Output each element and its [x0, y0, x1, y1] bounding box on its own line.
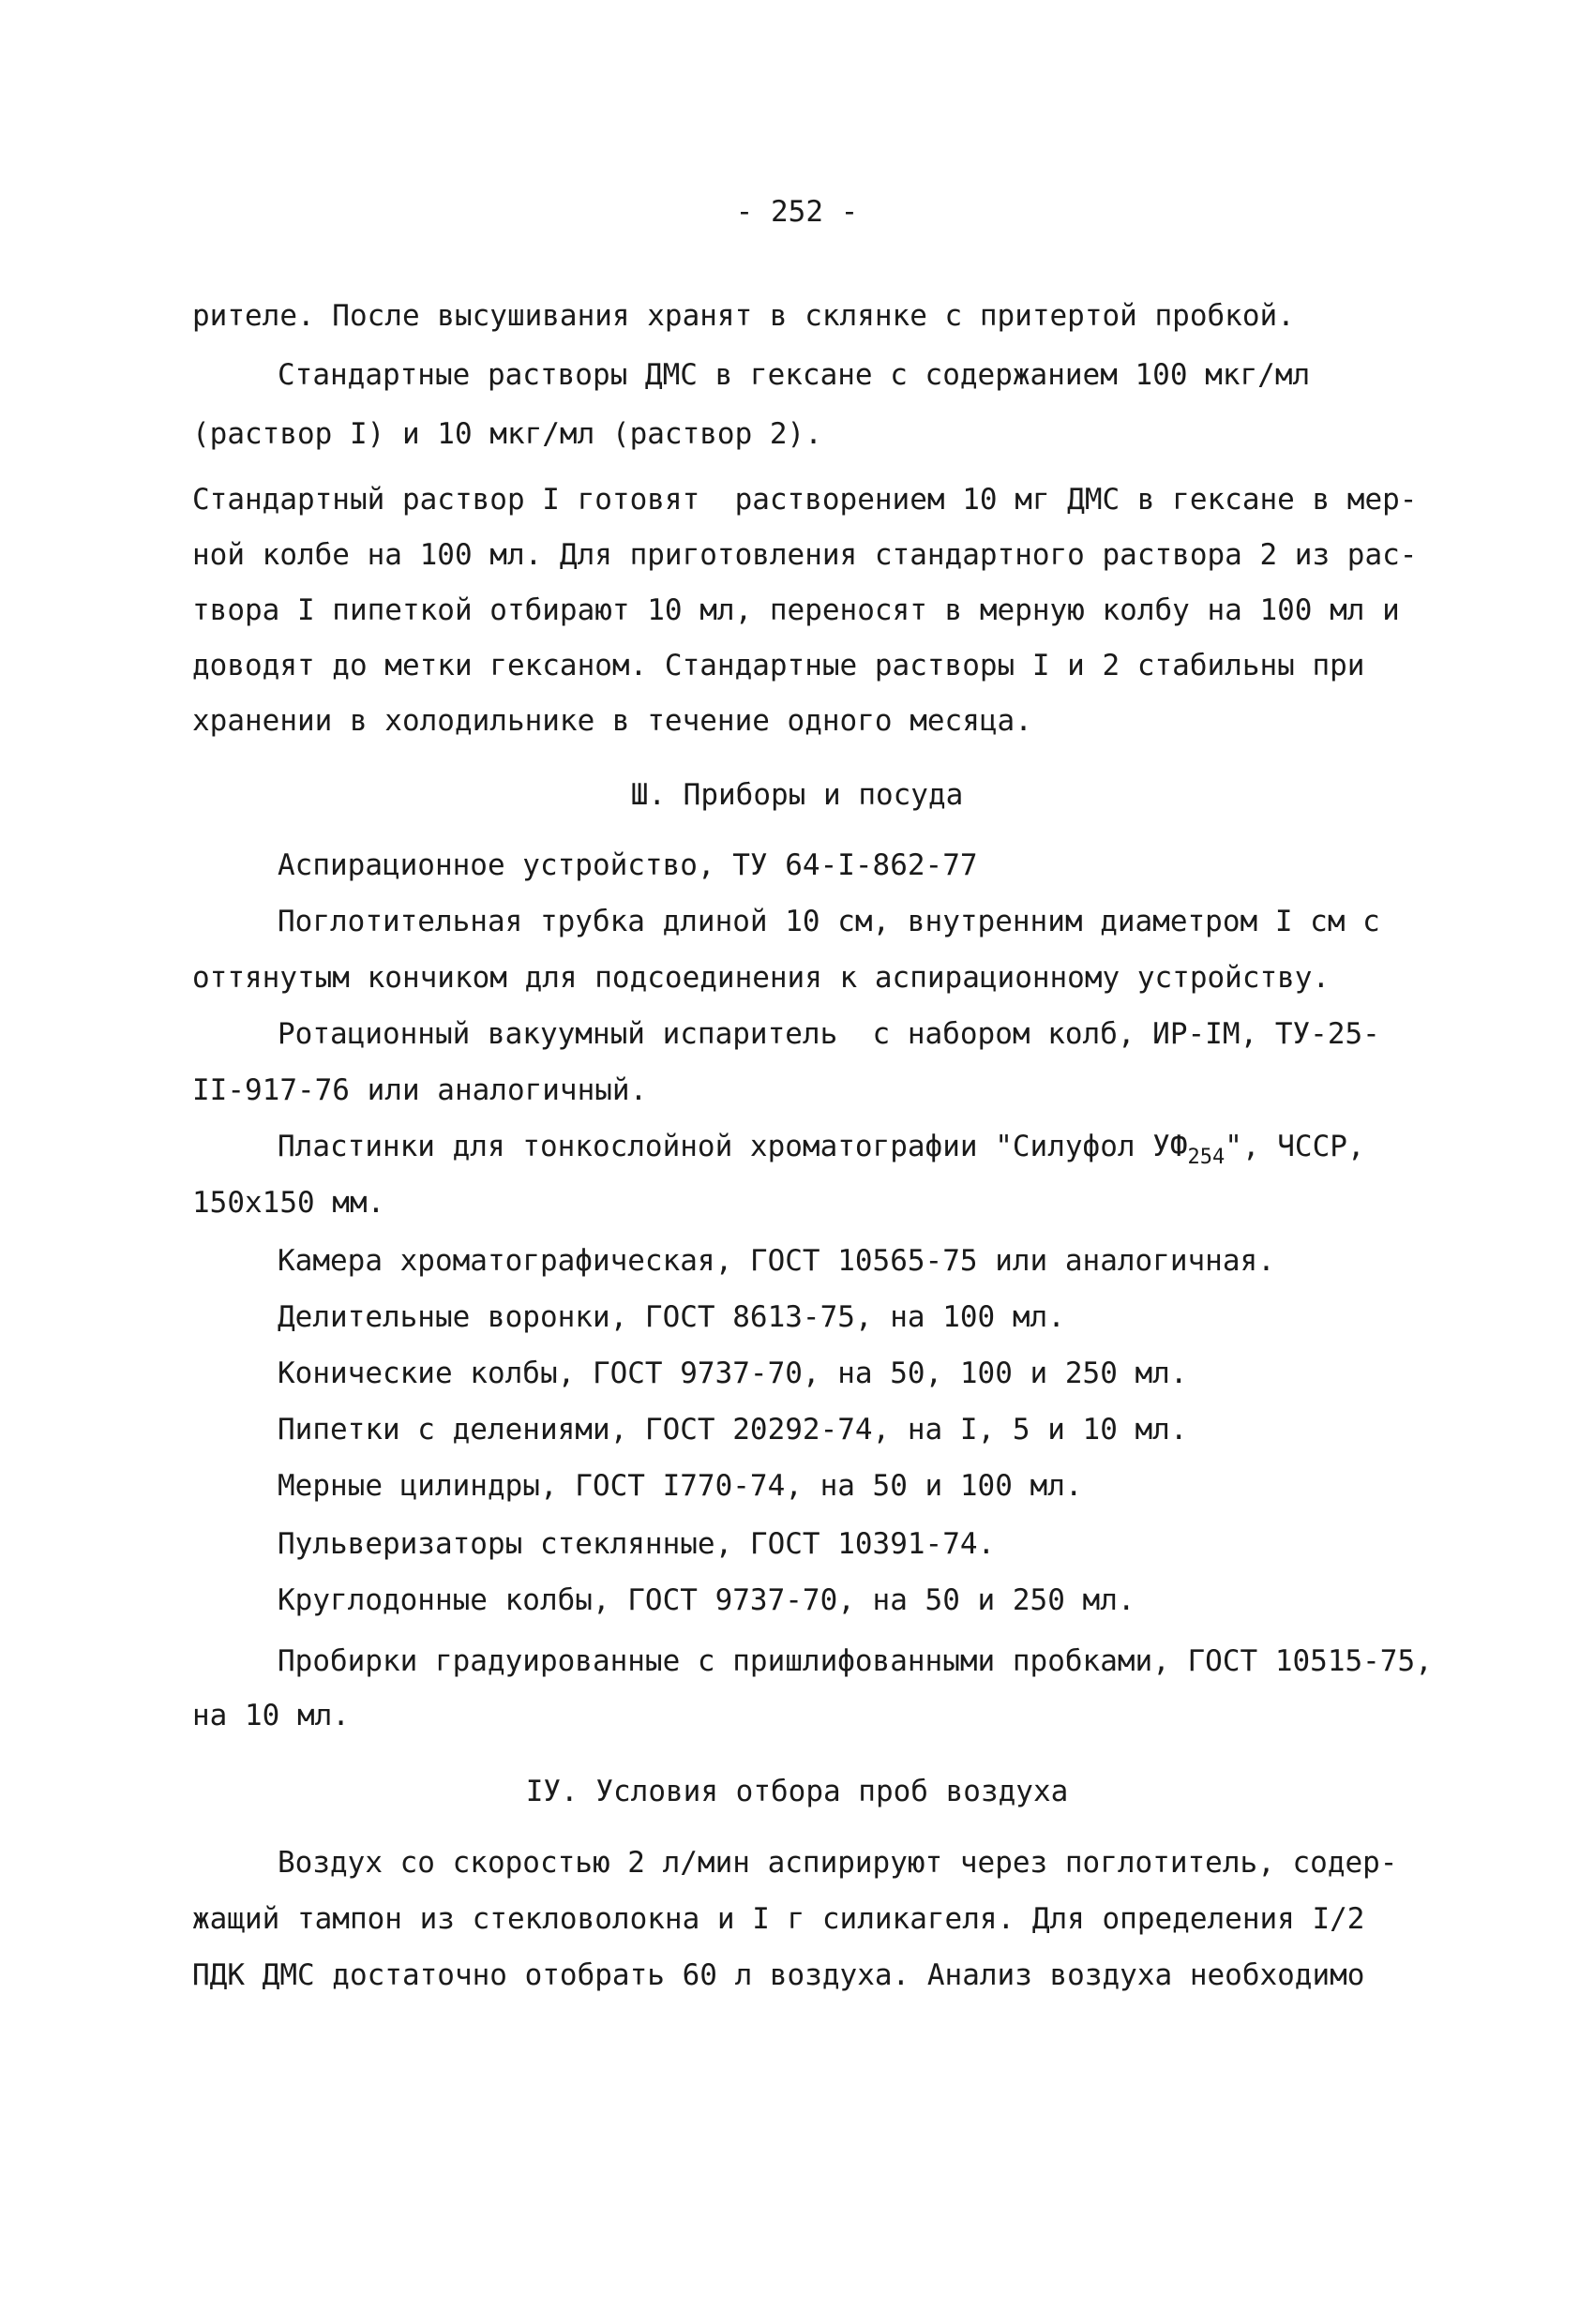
text-line: оттянутым кончиком для подсоединения к аспирационному устройству.: [192, 961, 1331, 995]
text-line: Аспирационное устройство, ТУ 64-I-862-77: [278, 848, 978, 882]
text-line: на 10 мл.: [192, 1699, 350, 1732]
text-line: Конические колбы, ГОСТ 9737-70, на 50, 100 и 250 мл.: [278, 1357, 1188, 1390]
text-line: Пипетки с делениями, ГОСТ 20292-74, на I, 5 и 10 мл.: [278, 1413, 1188, 1447]
text-line: Ротационный вакуумный испаритель с набором колб, ИР-IМ, ТУ-25-: [278, 1017, 1380, 1051]
text-line: Пробирки градуированные с пришлифованными пробками, ГОСТ 10515-75,: [278, 1644, 1433, 1678]
text-line: ной колбе на 100 мл. Для приготовления стандартного раствора 2 из рас-: [192, 538, 1418, 572]
text-line: Мерные цилиндры, ГОСТ I770-74, на 50 и 100 мл.: [278, 1469, 1083, 1503]
text-line: хранении в холодильнике в течение одного месяца.: [192, 704, 1032, 738]
text-line: жащий тампон из стекловолокна и I г силикагеля. Для определения I/2: [192, 1902, 1365, 1936]
text-line: Стандартные растворы ДМС в гексане с содержанием 100 мкг/мл: [278, 358, 1311, 392]
text-line: Круглодонные колбы, ГОСТ 9737-70, на 50 и 250 мл.: [278, 1583, 1135, 1617]
text-line: 150х150 мм.: [192, 1186, 385, 1220]
text-line: рителе. После высушивания хранят в склянке с притертой пробкой.: [192, 299, 1295, 333]
text-line: II-917-76 или аналогичный.: [192, 1073, 648, 1107]
text-line: Пульверизаторы стеклянные, ГОСТ 10391-74.: [278, 1527, 996, 1561]
text-line: твора I пипеткой отбирают 10 мл, переносят в мерную колбу на 100 мл и: [192, 593, 1400, 627]
text-line: Стандартный раствор I готовят растворением 10 мг ДМС в гексане в мер-: [192, 483, 1418, 517]
section-heading: IУ. Условия отбора проб воздуха: [525, 1775, 1069, 1808]
text-line: Воздух со скоростью 2 л/мин аспирируют через поглотитель, содер-: [278, 1846, 1398, 1880]
text-line: Делительные воронки, ГОСТ 8613-75, на 100 мл.: [278, 1300, 1065, 1334]
text-line: Поглотительная трубка длиной 10 см, внутренним диаметром I см с: [278, 905, 1380, 938]
plates-subscript: 254: [1187, 1146, 1226, 1169]
section-heading: Ш. Приборы и посуда: [630, 778, 964, 812]
text-line: (раствор I) и 10 мкг/мл (раствор 2).: [192, 417, 822, 451]
text-line: Камера хроматографическая, ГОСТ 10565-75 или аналогичная.: [278, 1244, 1275, 1278]
plates-text-before: Пластинки для тонкослойной хроматографии "Силуфол УФ: [278, 1130, 1188, 1163]
text-line: ПДК ДМС достаточно отобрать 60 л воздуха. Анализ воздуха необходимо: [192, 1958, 1365, 1992]
text-line: [278, 1132, 1365, 1168]
page-number: - 252 -: [735, 195, 859, 229]
text-line: доводят до метки гексаном. Стандартные растворы I и 2 стабильны при: [192, 649, 1365, 682]
plates-text-after: ", ЧССР,: [1225, 1130, 1365, 1163]
